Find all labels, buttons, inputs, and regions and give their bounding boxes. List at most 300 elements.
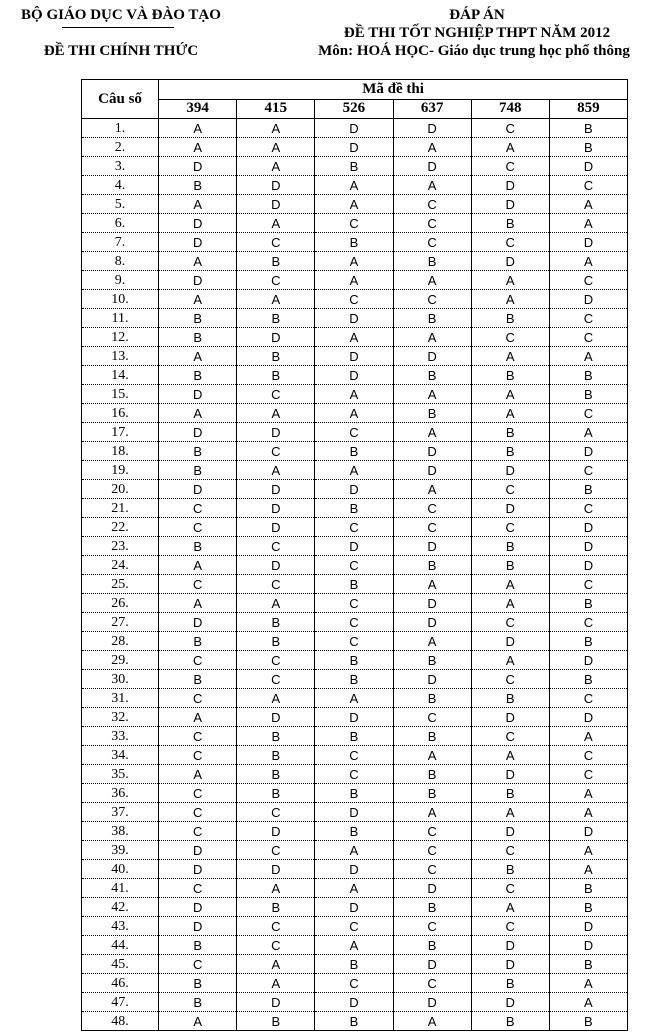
answer-cell: C <box>159 575 237 594</box>
answer-cell: D <box>471 632 549 651</box>
question-number: 10. <box>82 290 159 309</box>
answer-cell: D <box>315 309 393 328</box>
answer-cell: B <box>471 214 549 233</box>
answer-cell: D <box>471 765 549 784</box>
table-row <box>82 746 628 765</box>
answer-cell: B <box>549 594 627 613</box>
answer-cell: A <box>315 879 393 898</box>
answer-cell: C <box>549 746 627 765</box>
answer-cell: A <box>393 803 471 822</box>
answer-cell: A <box>393 328 471 347</box>
answer-cell: D <box>159 841 237 860</box>
answer-cell: C <box>471 480 549 499</box>
exam-title: ĐỀ THI TỐT NGHIỆP THPT NĂM 2012 <box>343 25 611 41</box>
answer-cell: B <box>471 689 549 708</box>
table-row <box>82 898 628 917</box>
exam-code-group-header: Mã đề thi <box>159 80 628 100</box>
question-number: 27. <box>82 613 159 632</box>
answer-cell: A <box>471 594 549 613</box>
answer-cell: C <box>393 290 471 309</box>
answer-cell: C <box>237 537 315 556</box>
answer-cell: C <box>237 841 315 860</box>
question-number: 48. <box>82 1012 159 1031</box>
table-row <box>82 271 628 290</box>
answer-cell: A <box>471 746 549 765</box>
answer-cell: D <box>471 195 549 214</box>
answer-cell: C <box>393 233 471 252</box>
table-row <box>82 214 628 233</box>
answer-cell: A <box>549 993 627 1012</box>
answer-cell: C <box>471 157 549 176</box>
answer-cell: C <box>315 518 393 537</box>
answer-cell: C <box>159 784 237 803</box>
question-number: 12. <box>82 328 159 347</box>
answer-cell: B <box>393 366 471 385</box>
answer-cell: A <box>549 423 627 442</box>
answer-cell: C <box>549 176 627 195</box>
table-row <box>82 784 628 803</box>
answer-cell: A <box>159 1012 237 1031</box>
answer-cell: A <box>549 841 627 860</box>
answer-cell: B <box>471 366 549 385</box>
answer-cell: B <box>315 727 393 746</box>
answer-cell: D <box>393 594 471 613</box>
answer-cell: C <box>393 214 471 233</box>
answer-cell: B <box>549 898 627 917</box>
table-row <box>82 328 628 347</box>
question-number: 17. <box>82 423 159 442</box>
answer-cell: B <box>315 784 393 803</box>
table-row <box>82 822 628 841</box>
answer-cell: C <box>471 917 549 936</box>
answer-cell: A <box>159 708 237 727</box>
question-number: 3. <box>82 157 159 176</box>
answer-cell: C <box>315 613 393 632</box>
table-row <box>82 157 628 176</box>
answer-cell: A <box>549 860 627 879</box>
answer-cell: D <box>393 537 471 556</box>
answer-cell: A <box>237 955 315 974</box>
answer-cell: A <box>159 347 237 366</box>
answer-cell: D <box>159 480 237 499</box>
answer-cell: A <box>471 138 549 157</box>
answer-cell: D <box>237 480 315 499</box>
answer-cell: D <box>549 290 627 309</box>
answer-cell: D <box>549 936 627 955</box>
answer-cell: B <box>549 955 627 974</box>
question-number: 14. <box>82 366 159 385</box>
answer-cell: D <box>471 993 549 1012</box>
answer-cell: A <box>315 195 393 214</box>
question-number: 18. <box>82 442 159 461</box>
answer-cell: C <box>237 936 315 955</box>
answer-cell: A <box>549 784 627 803</box>
answer-cell: A <box>471 404 549 423</box>
ministry-name: BỘ GIÁO DỤC VÀ ĐÀO TẠO <box>21 7 221 23</box>
answer-cell: C <box>237 575 315 594</box>
question-number: 38. <box>82 822 159 841</box>
answer-cell: B <box>315 670 393 689</box>
table-row <box>82 613 628 632</box>
answer-cell: A <box>315 936 393 955</box>
answer-cell: D <box>237 556 315 575</box>
answer-cell: B <box>237 727 315 746</box>
table-row <box>82 670 628 689</box>
answer-cell: A <box>471 347 549 366</box>
table-row <box>82 689 628 708</box>
answer-cell: D <box>471 252 549 271</box>
answer-cell: A <box>159 138 237 157</box>
answer-cell: C <box>315 290 393 309</box>
answer-cell: A <box>549 974 627 993</box>
table-row <box>82 879 628 898</box>
question-number: 23. <box>82 537 159 556</box>
answer-cell: B <box>549 632 627 651</box>
question-number: 2. <box>82 138 159 157</box>
table-row <box>82 233 628 252</box>
table-row <box>82 385 628 404</box>
exam-code-header-row <box>82 99 628 119</box>
table-row <box>82 404 628 423</box>
answer-cell: C <box>315 423 393 442</box>
answer-cell: B <box>471 309 549 328</box>
answer-cell: B <box>393 252 471 271</box>
table-row <box>82 309 628 328</box>
answer-cell: D <box>471 822 549 841</box>
answer-cell: C <box>549 328 627 347</box>
answer-cell: C <box>237 233 315 252</box>
answer-cell: B <box>549 1012 627 1031</box>
answer-cell: A <box>159 404 237 423</box>
answer-cell: A <box>237 290 315 309</box>
answer-cell: C <box>471 518 549 537</box>
answer-cell: B <box>237 1012 315 1031</box>
answer-cell: D <box>315 537 393 556</box>
answer-cell: B <box>159 974 237 993</box>
answer-cell: D <box>393 993 471 1012</box>
answer-cell: D <box>159 860 237 879</box>
answer-cell: B <box>393 898 471 917</box>
answer-cell: D <box>159 385 237 404</box>
answer-cell: B <box>393 765 471 784</box>
table-row <box>82 841 628 860</box>
table-row <box>82 423 628 442</box>
answer-cell: B <box>159 442 237 461</box>
answer-cell: D <box>237 708 315 727</box>
answer-cell: A <box>393 575 471 594</box>
answer-cell: C <box>393 708 471 727</box>
question-number: 20. <box>82 480 159 499</box>
answer-cell: A <box>315 176 393 195</box>
table-row <box>82 765 628 784</box>
answer-cell: A <box>237 689 315 708</box>
answer-cell: C <box>393 860 471 879</box>
question-number: 29. <box>82 651 159 670</box>
answer-cell: B <box>471 423 549 442</box>
answer-cell: B <box>237 898 315 917</box>
answer-cell: A <box>159 556 237 575</box>
table-row <box>82 480 628 499</box>
answer-cell: B <box>237 613 315 632</box>
answer-cell: B <box>315 499 393 518</box>
answer-cell: B <box>237 784 315 803</box>
answer-cell: D <box>159 233 237 252</box>
question-number: 7. <box>82 233 159 252</box>
answer-cell: C <box>315 746 393 765</box>
question-number: 31. <box>82 689 159 708</box>
exam-code-header: 859 <box>549 99 627 119</box>
exam-code-header: 415 <box>237 99 315 119</box>
official-exam-label: ĐỀ THI CHÍNH THỨC <box>43 43 199 59</box>
question-number: 22. <box>82 518 159 537</box>
answer-cell: B <box>471 442 549 461</box>
table-row <box>82 347 628 366</box>
answer-cell: C <box>159 879 237 898</box>
answer-cell: A <box>393 1012 471 1031</box>
answer-cell: D <box>471 461 549 480</box>
answer-cell: C <box>237 442 315 461</box>
exam-code-header: 394 <box>159 99 237 119</box>
answer-cell: D <box>393 670 471 689</box>
question-number: 15. <box>82 385 159 404</box>
answer-cell: D <box>159 917 237 936</box>
question-number: 21. <box>82 499 159 518</box>
answer-cell: D <box>315 366 393 385</box>
answer-cell: D <box>315 347 393 366</box>
answer-cell: B <box>159 461 237 480</box>
table-row <box>82 556 628 575</box>
answer-cell: B <box>393 727 471 746</box>
answer-cell: D <box>159 613 237 632</box>
answer-cell: A <box>159 594 237 613</box>
answer-cell: D <box>471 176 549 195</box>
question-number: 9. <box>82 271 159 290</box>
answer-cell: A <box>549 252 627 271</box>
answer-cell: C <box>315 917 393 936</box>
answer-cell: D <box>549 556 627 575</box>
answer-cell: B <box>159 993 237 1012</box>
answer-cell: D <box>549 708 627 727</box>
answer-cell: C <box>393 917 471 936</box>
answer-cell: C <box>549 271 627 290</box>
answer-cell: B <box>471 784 549 803</box>
answer-cell: C <box>471 727 549 746</box>
answer-cell: A <box>159 119 237 138</box>
answer-cell: B <box>471 537 549 556</box>
answer-cell: D <box>237 328 315 347</box>
answer-cell: A <box>315 404 393 423</box>
answer-cell: D <box>159 214 237 233</box>
answer-cell: A <box>549 803 627 822</box>
answer-cell: D <box>549 233 627 252</box>
answer-cell: A <box>549 195 627 214</box>
answer-cell: D <box>315 480 393 499</box>
answer-cell: A <box>393 480 471 499</box>
answer-cell: B <box>471 860 549 879</box>
answer-cell: A <box>315 252 393 271</box>
question-number: 5. <box>82 195 159 214</box>
question-number: 35. <box>82 765 159 784</box>
answer-cell: A <box>315 689 393 708</box>
answer-cell: C <box>471 670 549 689</box>
answer-cell: C <box>237 670 315 689</box>
table-row <box>82 936 628 955</box>
answer-cell: B <box>471 974 549 993</box>
answer-cell: B <box>315 651 393 670</box>
answer-cell: A <box>393 176 471 195</box>
answer-cell: A <box>237 138 315 157</box>
answer-cell: D <box>393 879 471 898</box>
answer-cell: B <box>159 366 237 385</box>
answer-cell: C <box>315 974 393 993</box>
answer-cell: C <box>471 613 549 632</box>
table-row <box>82 1012 628 1031</box>
answer-cell: C <box>315 765 393 784</box>
answer-cell: C <box>393 499 471 518</box>
answer-cell: C <box>471 879 549 898</box>
answer-cell: C <box>393 195 471 214</box>
answer-cell: B <box>549 480 627 499</box>
exam-code-header: 748 <box>471 99 549 119</box>
table-row <box>82 252 628 271</box>
answer-cell: B <box>549 879 627 898</box>
answer-cell: C <box>159 727 237 746</box>
answer-cell: D <box>315 993 393 1012</box>
answer-cell: B <box>315 442 393 461</box>
answer-cell: D <box>315 898 393 917</box>
answer-cell: A <box>237 879 315 898</box>
answer-cell: A <box>393 385 471 404</box>
answer-cell: D <box>237 195 315 214</box>
question-number: 13. <box>82 347 159 366</box>
answer-cell: A <box>471 803 549 822</box>
question-number: 42. <box>82 898 159 917</box>
table-row <box>82 290 628 309</box>
answer-cell: C <box>237 271 315 290</box>
answer-cell: D <box>471 499 549 518</box>
answer-cell: B <box>471 556 549 575</box>
question-number: 34. <box>82 746 159 765</box>
question-number: 41. <box>82 879 159 898</box>
question-number: 28. <box>82 632 159 651</box>
question-number: 44. <box>82 936 159 955</box>
table-row <box>82 518 628 537</box>
answer-cell: D <box>237 822 315 841</box>
answer-cell: A <box>237 404 315 423</box>
answer-rows <box>82 119 628 1031</box>
answer-cell: A <box>315 385 393 404</box>
answer-cell: D <box>549 157 627 176</box>
question-number: 4. <box>82 176 159 195</box>
answer-cell: D <box>237 423 315 442</box>
table-row <box>82 651 628 670</box>
answer-cell: B <box>393 936 471 955</box>
answer-cell: A <box>237 594 315 613</box>
answer-cell: A <box>159 195 237 214</box>
table-row <box>82 461 628 480</box>
answer-cell: C <box>159 822 237 841</box>
answer-cell: C <box>471 328 549 347</box>
answer-cell: A <box>237 119 315 138</box>
answer-cell: B <box>471 1012 549 1031</box>
answer-cell: D <box>237 993 315 1012</box>
table-row <box>82 138 628 157</box>
answer-cell: B <box>237 309 315 328</box>
table-row <box>82 708 628 727</box>
question-number: 16. <box>82 404 159 423</box>
answer-cell: A <box>237 157 315 176</box>
question-number: 26. <box>82 594 159 613</box>
answer-cell: D <box>237 499 315 518</box>
answer-cell: D <box>549 917 627 936</box>
answer-cell: C <box>237 385 315 404</box>
answer-cell: B <box>393 784 471 803</box>
answer-cell: C <box>393 518 471 537</box>
question-number: 47. <box>82 993 159 1012</box>
ministry-underline <box>62 27 174 28</box>
answer-key-table <box>81 79 628 1031</box>
answer-cell: B <box>315 955 393 974</box>
exam-code-header: 637 <box>393 99 471 119</box>
table-row <box>82 575 628 594</box>
question-number: 30. <box>82 670 159 689</box>
answer-cell: D <box>159 423 237 442</box>
answer-cell: D <box>393 955 471 974</box>
answer-cell: A <box>315 328 393 347</box>
answer-cell: D <box>471 955 549 974</box>
question-number: 25. <box>82 575 159 594</box>
question-number: 19. <box>82 461 159 480</box>
table-row <box>82 917 628 936</box>
table-row <box>82 499 628 518</box>
answer-cell: C <box>549 309 627 328</box>
table-row <box>82 955 628 974</box>
answer-cell: D <box>315 708 393 727</box>
answer-cell: A <box>471 290 549 309</box>
question-number: 11. <box>82 309 159 328</box>
answer-cell: A <box>159 765 237 784</box>
answer-cell: C <box>549 461 627 480</box>
table-row <box>82 195 628 214</box>
answer-cell: B <box>315 575 393 594</box>
answer-cell: B <box>159 670 237 689</box>
answer-cell: C <box>471 233 549 252</box>
answer-cell: C <box>393 822 471 841</box>
answer-cell: B <box>159 328 237 347</box>
answer-cell: B <box>315 822 393 841</box>
answer-cell: A <box>471 651 549 670</box>
answer-cell: B <box>159 309 237 328</box>
answer-cell: C <box>471 841 549 860</box>
table-row <box>82 974 628 993</box>
answer-cell: C <box>315 556 393 575</box>
answer-cell: D <box>393 613 471 632</box>
answer-cell: D <box>549 651 627 670</box>
answer-cell: D <box>393 347 471 366</box>
answer-cell: D <box>393 119 471 138</box>
question-number: 1. <box>82 119 159 138</box>
answer-cell: C <box>159 746 237 765</box>
table-row <box>82 993 628 1012</box>
answer-cell: C <box>315 632 393 651</box>
exam-code-header: 526 <box>315 99 393 119</box>
answer-cell: C <box>471 119 549 138</box>
answer-cell: A <box>315 841 393 860</box>
answer-cell: A <box>315 461 393 480</box>
table-row <box>82 803 628 822</box>
table-row <box>82 632 628 651</box>
question-number: 40. <box>82 860 159 879</box>
